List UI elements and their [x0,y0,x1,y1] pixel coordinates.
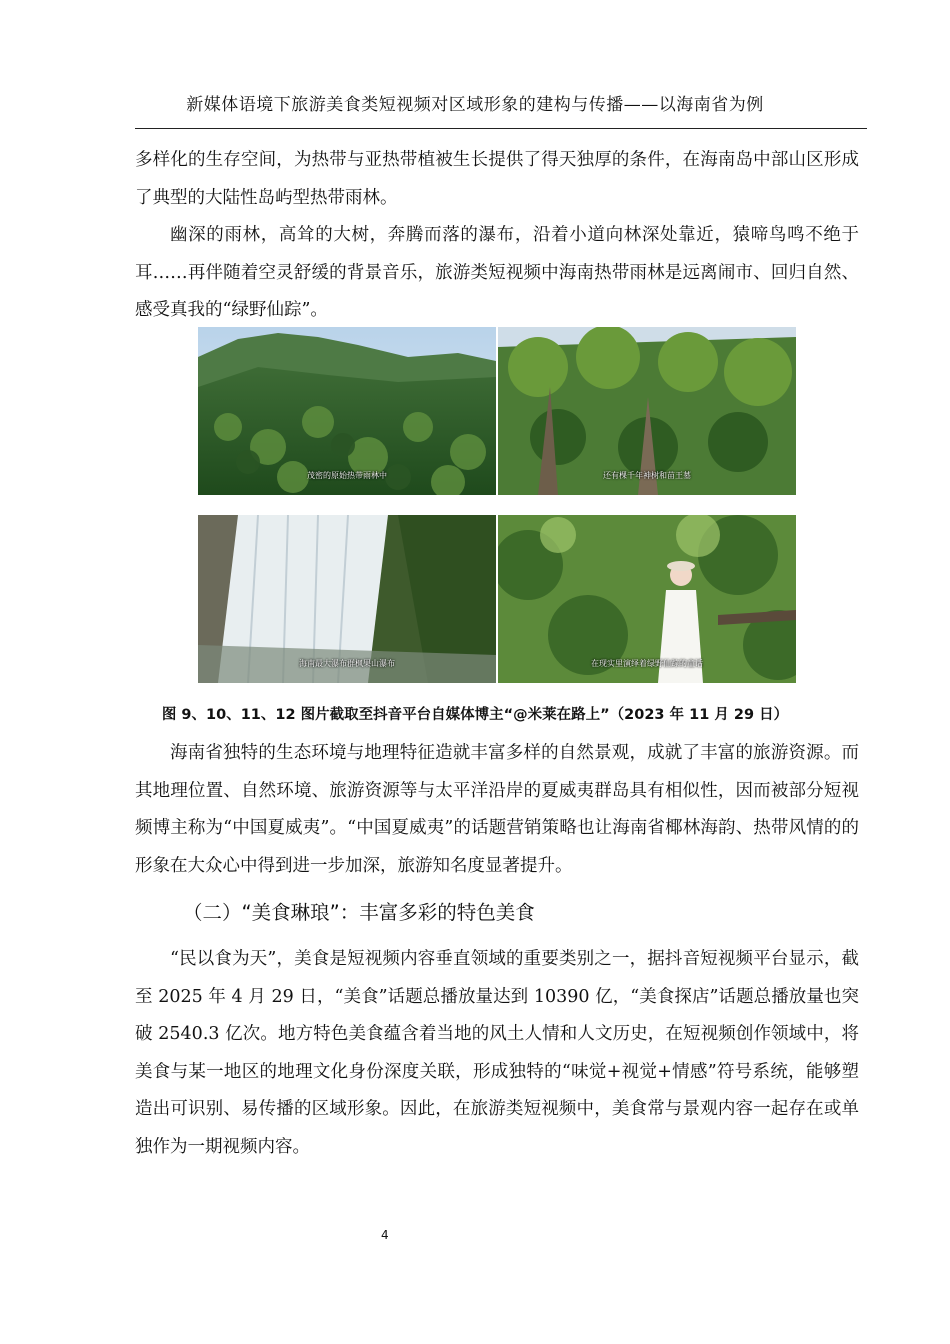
photo-waterfall [198,515,496,683]
subtitle-1: 茂密的原始热带雨林中 [307,471,387,480]
paragraph-1: 多样化的生存空间，为热带与亚热带植被生长提供了得天独厚的条件，在海南岛中部山区形成了典型的大陆性岛屿型热带雨林。 [135,150,859,208]
running-header: 新媒体语境下旅游美食类短视频对区域形象的建构与传播——以海南省为例 [186,95,764,115]
header-rule [135,128,867,129]
subtitle-4: 在现实里演绎着绿野仙踪的童话 [591,659,703,668]
photo-rainforest-mountain [198,327,496,495]
subtitle-3: 海南最大瀑布群枫果山瀑布 [299,659,395,668]
section-heading: （二）“美食琳琅”：丰富多彩的特色美食 [183,901,535,924]
figure-grid [198,327,798,683]
paragraph-4: “民以食为天”，美食是短视频内容垂直领域的重要类别之一，据抖音短视频平台显示，截至 2025 年 4 月 29 日，“美食”话题总播放量达到 10390 亿，“美食探店”话题总播放量也突破 2540.3 亿次。地方特色美食蕴含着当地的风土人情和人文历史，在短视频创作领域中，将美食与某一地区的地理文化身份深度关联，形成独特的“味觉+视觉+情感”符号系统，能够塑造出可识别、易传播的区域形象。因此，在旅游类短视频中，美食常与景观内容一起存在或单独作为一期视频内容。 [135,949,859,1157]
paragraph-3: 海南省独特的生态环境与地理特征造就丰富多样的自然景观，成就了丰富的旅游资源。而其地理位置、自然环境、旅游资源等与太平洋沿岸的夏威夷群岛具有相似性，因而被部分短视频博主称为“中国夏威夷”。“中国夏威夷”的话题营销策略也让海南省椰林海韵、热带风情的的形象在大众心中得到进一步加深，旅游知名度显著提升。 [135,743,859,876]
page-number: 4 [381,1228,389,1242]
photo-woman-forest [498,515,796,683]
photo-ancient-tree [498,327,796,495]
paragraph-2: 幽深的雨林，高耸的大树，奔腾而落的瀑布，沿着小道向林深处靠近，猿啼鸟鸣不绝于耳……再伴随着空灵舒缓的背景音乐，旅游类短视频中海南热带雨林是远离闹市、回归自然、感受真我的“绿野仙踪”。 [135,225,859,320]
figure-caption: 图 9、10、11、12 图片截取至抖音平台自媒体博主“@米莱在路上”（2023 年 11 月 29 日） [161,707,789,723]
subtitle-2: 还有棵千年神树和苗王墓 [603,471,691,480]
